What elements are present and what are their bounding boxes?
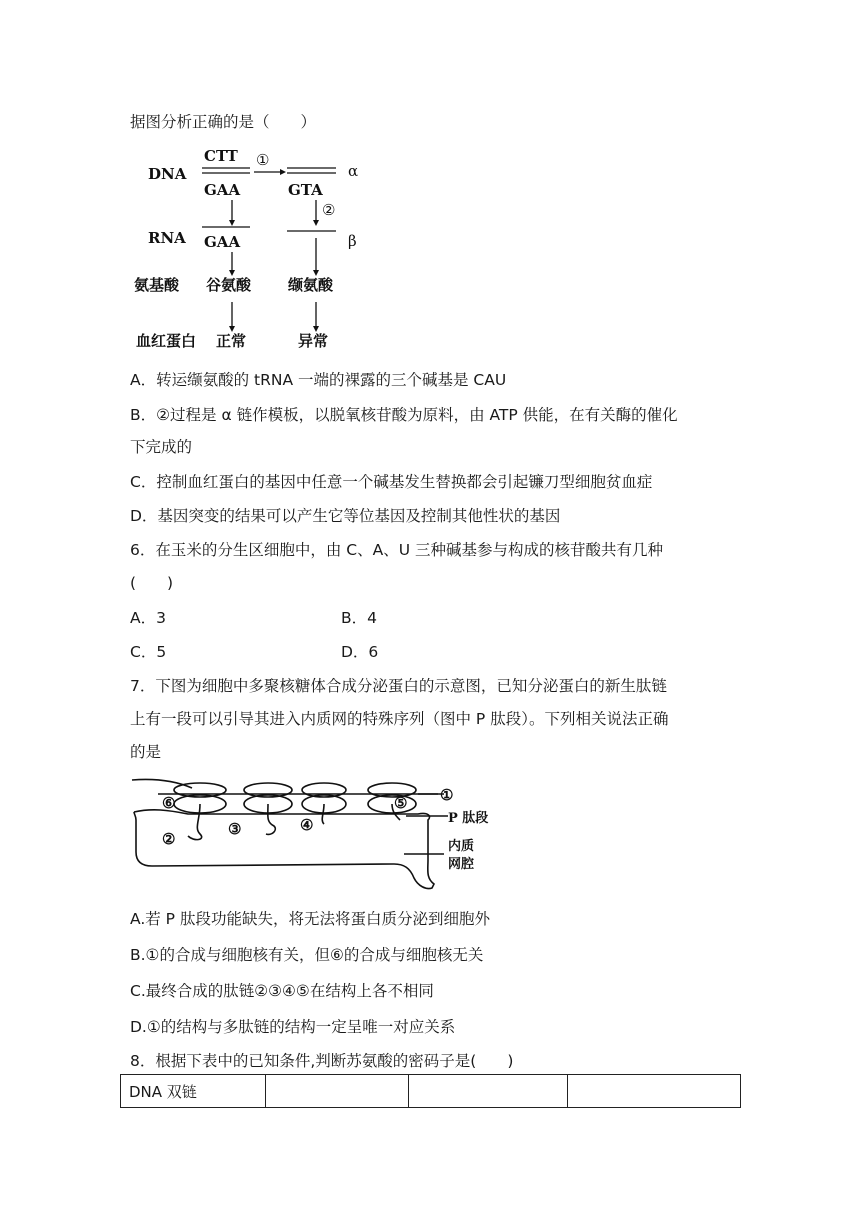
q7-option-c: C.最终合成的肽链②③④⑤在结构上各不相同 [130,982,434,1000]
table-cell-dna-double-strand: DNA 双链 [121,1075,266,1108]
step2-marker: ② [322,201,336,219]
table-cell [266,1075,409,1108]
table-cell [409,1075,568,1108]
q7-option-d: D.①的结构与多肽链的结构一定呈唯一对应关系 [130,1018,456,1036]
hemoglobin-label: 血红蛋白 [136,332,197,350]
rna-label: RNA [148,229,186,247]
label-circle-2: ② [162,830,176,848]
alpha-label: α [348,162,359,180]
q7-option-a: A.若 P 肽段功能缺失，将无法将蛋白质分泌到细胞外 [130,910,490,928]
q8-stem: 8．根据下表中的已知条件,判断苏氨酸的密码子是( ) [130,1052,514,1070]
q7-stem-line3: 的是 [130,743,162,761]
q7-stem-line2: 上有一段可以引导其进入内质网的特殊序列（图中 P 肽段）。下列相关说法正确 [130,710,669,728]
q5-prompt: 据图分析正确的是（ ） [130,113,317,131]
beta-label: β [348,232,357,250]
q5-option-a: A．转运缬氨酸的 tRNA 一端的裸露的三个碱基是 CAU [130,371,507,389]
q6-stem-line1: 6．在玉米的分生区细胞中，由 C、A、U 三种碱基参与构成的核苷酸共有几种 [130,541,663,559]
table-cell [568,1075,741,1108]
bottom-strand-left: GAA [204,181,241,199]
q6-option-d: D．6 [341,643,379,661]
q6-option-c: C．5 [130,643,167,661]
q5-option-d: D．基因突变的结果可以产生它等位基因及控制其他性状的基因 [130,507,561,525]
rna-left: GAA [204,233,241,251]
label-circle-6: ⑥ [162,794,176,812]
q6-option-b: B．4 [341,609,377,627]
amino-acid-left: 谷氨酸 [206,276,252,294]
q6-stem-line2: ( ) [130,574,174,592]
q5-option-b-line2: 下完成的 [130,438,193,456]
polyribosome-diagram [128,776,498,892]
p-peptide-label: P 肽段 [448,811,489,826]
label-circle-3: ③ [228,820,242,838]
q5-option-c: C．控制血红蛋白的基因中任意一个碱基发生替换都会引起镰刀型细胞贫血症 [130,473,653,491]
top-strand-left: CTT [204,147,238,165]
amino-acid-right: 缬氨酸 [288,276,334,294]
er-lumen-label-2: 网腔 [448,857,475,872]
step1-marker: ① [256,151,270,169]
q6-option-a: A．3 [130,609,166,627]
amino-acid-label: 氨基酸 [134,276,180,294]
table-row [121,1075,741,1108]
gene-expression-diagram [130,144,370,356]
dna-label: DNA [148,165,187,183]
bottom-strand-right: GTA [288,181,323,199]
q7-stem-line1: 7．下图为细胞中多聚核糖体合成分泌蛋白的示意图，已知分泌蛋白的新生肽链 [130,677,667,695]
label-circle-5: ⑤ [394,794,408,812]
q7-option-b: B.①的合成与细胞核有关，但⑥的合成与细胞核无关 [130,946,484,964]
er-lumen-label-1: 内质 [448,839,475,854]
q5-option-b-line1: B．②过程是 α 链作模板，以脱氧核苷酸为原料，由 ATP 供能，在有关酶的催化 [130,406,678,424]
label-circle-1: ① [440,786,454,804]
hemoglobin-right: 异常 [298,332,329,350]
label-circle-4: ④ [300,816,314,834]
hemoglobin-left: 正常 [216,332,247,350]
codon-table [120,1074,741,1108]
